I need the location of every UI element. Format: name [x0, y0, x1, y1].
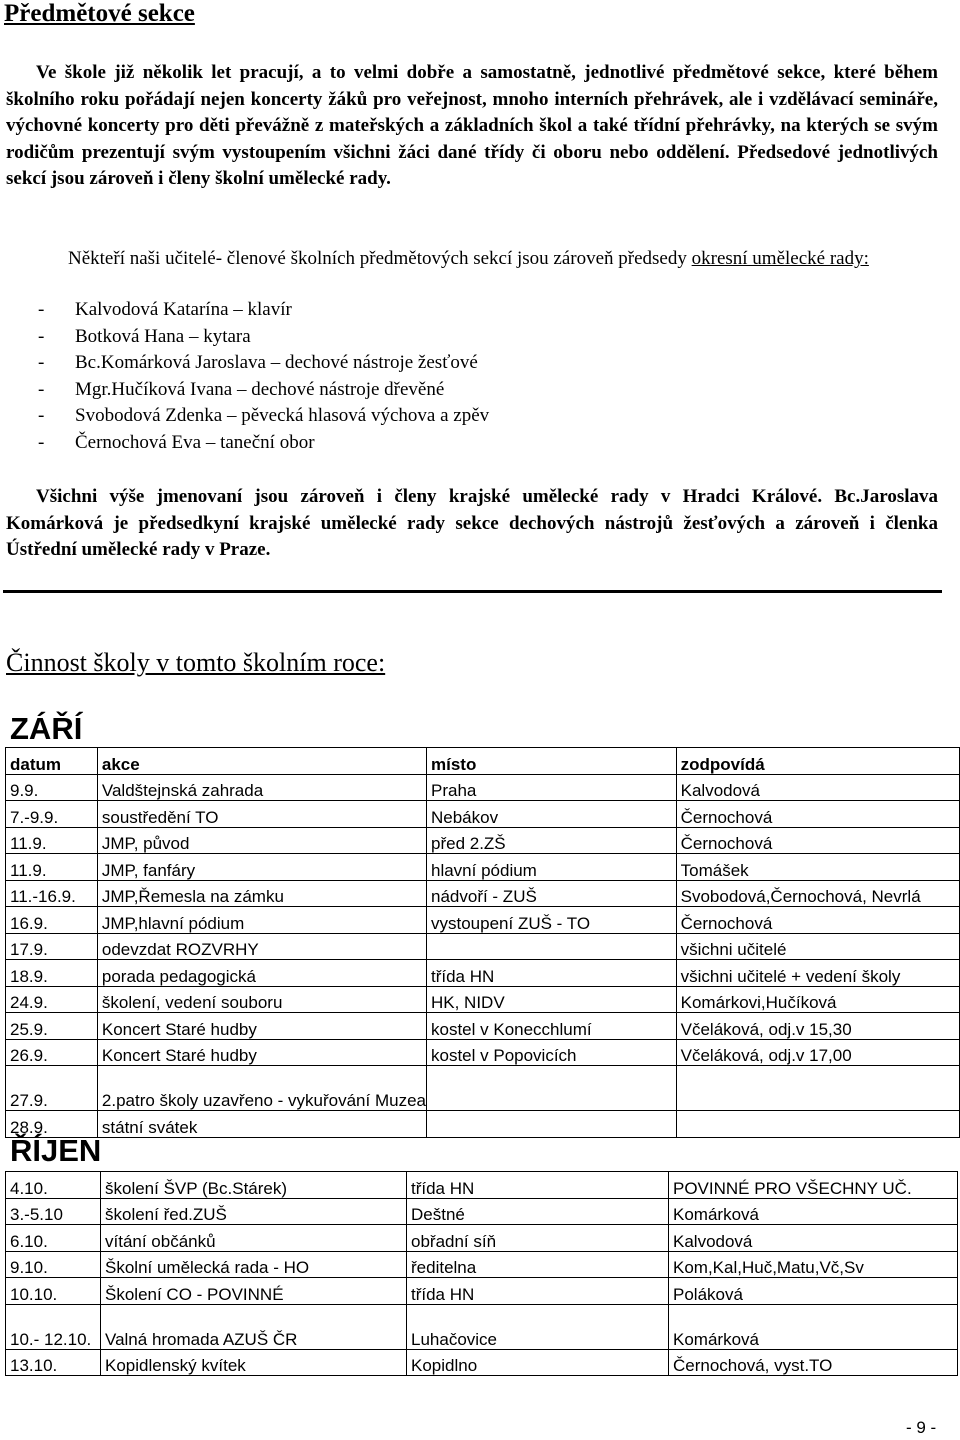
header-place: místo: [427, 748, 677, 775]
event-cell: Valná hromada AZUŠ ČR: [101, 1304, 407, 1349]
event-cell: 2.patro školy uzavřeno - vykuřování Muzea: [97, 1066, 426, 1111]
responsible-cell: Kom,Kal,Huč,Matu,Vč,Sv: [669, 1251, 958, 1278]
responsible-cell: [676, 1066, 959, 1111]
event-cell: soustředění TO: [97, 801, 426, 828]
table-row: [6, 1013, 960, 1040]
table-row: [6, 1172, 958, 1199]
date-cell: 10.10.: [6, 1278, 101, 1305]
table-row: [6, 1066, 960, 1111]
event-cell: Školení CO - POVINNÉ: [101, 1278, 407, 1305]
place-cell: kostel v Popovicích: [427, 1039, 677, 1066]
regional-council-paragraph: Všichni výše jmenovaní jsou zároveň i členy krajské umělecké rady v Hradci Králové. Bc.Jaroslava Komárková je předsedkyní krajské umělecké rady sekce dechových nástrojů žesťových a zároveň i členka Ústřední umělecké rady v Praze.: [6, 486, 938, 560]
teacher-list-item: [38, 403, 489, 430]
horizontal-rule: [3, 590, 942, 593]
table-row: [6, 854, 960, 881]
date-cell: 25.9.: [6, 1013, 98, 1040]
date-cell: 11.-16.9.: [6, 880, 98, 907]
table-row: [6, 986, 960, 1013]
list-dash: -: [38, 378, 45, 400]
place-cell: před 2.ZŠ: [427, 827, 677, 854]
responsible-cell: Poláková: [669, 1278, 958, 1305]
responsible-cell: Kalvodová: [669, 1225, 958, 1252]
table-row: [6, 774, 960, 801]
date-cell: 7.-9.9.: [6, 801, 98, 828]
table-row: [6, 933, 960, 960]
table-header-row: [6, 748, 960, 775]
place-cell: třída HN: [407, 1172, 669, 1199]
table-row: [6, 801, 960, 828]
teacher-entry: Kalvodová Katarína – klavír: [75, 299, 292, 320]
event-cell: Koncert Staré hudby: [97, 1039, 426, 1066]
event-cell: Školní umělecká rada - HO: [101, 1251, 407, 1278]
teacher-list-item: [38, 324, 489, 351]
responsible-cell: Černochová, vyst.TO: [669, 1349, 958, 1376]
event-cell: školení ŠVP (Bc.Stárek): [101, 1172, 407, 1199]
place-cell: Deštné: [407, 1198, 669, 1225]
place-cell: Nebákov: [427, 801, 677, 828]
teacher-entry: Svobodová Zdenka – pěvecká hlasová výchova a zpěv: [75, 405, 490, 426]
schedule-table-september: [5, 747, 960, 1138]
header-date: datum: [6, 748, 98, 775]
date-cell: 16.9.: [6, 907, 98, 934]
event-cell: Kopidlenský kvítek: [101, 1349, 407, 1376]
council-underlined-text: okresní umělecké rady:: [691, 248, 869, 269]
council-text: Někteří naši učitelé- členové školních předmětových sekcí jsou zároveň předsedy: [68, 248, 692, 269]
responsible-cell: Svobodová,Černochová, Nevrlá: [676, 880, 959, 907]
event-cell: porada pedagogická: [97, 960, 426, 987]
date-cell: 18.9.: [6, 960, 98, 987]
responsible-cell: POVINNÉ PRO VŠECHNY UČ.: [669, 1172, 958, 1199]
table-row: [6, 1349, 958, 1376]
responsible-cell: všichni učitelé: [676, 933, 959, 960]
date-cell: 11.9.: [6, 827, 98, 854]
table-row: [6, 1111, 960, 1138]
table-row: [6, 880, 960, 907]
place-cell: Praha: [427, 774, 677, 801]
teacher-list-item: [38, 350, 489, 377]
place-cell: třída HN: [427, 960, 677, 987]
place-cell: vystoupení ZUŠ - TO: [427, 907, 677, 934]
teacher-list-item: [38, 297, 489, 324]
list-dash: -: [38, 405, 45, 426]
event-cell: JMP,Řemesla na zámku: [97, 880, 426, 907]
header-event: akce: [97, 748, 426, 775]
place-cell: [427, 1066, 677, 1111]
responsible-cell: Včeláková, odj.v 15,30: [676, 1013, 959, 1040]
date-cell: 10.- 12.10.: [6, 1304, 101, 1349]
event-cell: JMP, fanfáry: [97, 854, 426, 881]
table-row: [6, 1039, 960, 1066]
list-dash: -: [38, 325, 45, 347]
responsible-cell: Tomášek: [676, 854, 959, 881]
list-dash: -: [38, 299, 45, 320]
teacher-entry: Mgr.Hučíková Ivana – dechové nástroje dřevěné: [75, 378, 445, 400]
place-cell: ředitelna: [407, 1251, 669, 1278]
list-dash: -: [38, 352, 45, 373]
place-cell: [427, 1111, 677, 1138]
table-row: [6, 960, 960, 987]
teacher-entry: Bc.Komárková Jaroslava – dechové nástroje žesťové: [75, 352, 478, 373]
responsible-cell: Černochová: [676, 801, 959, 828]
event-cell: státní svátek: [97, 1111, 426, 1138]
place-cell: [427, 933, 677, 960]
month-title-october: ŘÍJEN: [10, 1133, 102, 1168]
event-cell: školení, vedení souboru: [97, 986, 426, 1013]
event-cell: vítání občánků: [101, 1225, 407, 1252]
responsible-cell: Včeláková, odj.v 17,00: [676, 1039, 959, 1066]
responsible-cell: Černochová: [676, 827, 959, 854]
responsible-cell: Černochová: [676, 907, 959, 934]
teacher-list-item: [38, 377, 489, 404]
table-row: [6, 1278, 958, 1305]
table-row: [6, 1251, 958, 1278]
date-cell: 27.9.: [6, 1066, 98, 1111]
responsible-cell: Kalvodová: [676, 774, 959, 801]
date-cell: 9.9.: [6, 774, 98, 801]
council-paragraph: [38, 246, 938, 273]
teacher-list-item: [38, 430, 489, 457]
list-dash: -: [38, 431, 45, 453]
date-cell: 26.9.: [6, 1039, 98, 1066]
event-cell: Koncert Staré hudby: [97, 1013, 426, 1040]
place-cell: hlavní pódium: [427, 854, 677, 881]
responsible-cell: [676, 1111, 959, 1138]
responsible-cell: Komárkovi,Hučíková: [676, 986, 959, 1013]
teacher-list: [38, 297, 489, 456]
event-cell: JMP, původ: [97, 827, 426, 854]
activity-heading: Činnost školy v tomto školním roce:: [6, 648, 386, 677]
teacher-entry: Černochová Eva – taneční obor: [75, 431, 315, 453]
responsible-cell: Komárková: [669, 1198, 958, 1225]
event-cell: školení řed.ZUŠ: [101, 1198, 407, 1225]
schedule-table-october: [5, 1171, 958, 1376]
place-cell: Kopidlno: [407, 1349, 669, 1376]
place-cell: Luhačovice: [407, 1304, 669, 1349]
date-cell: 17.9.: [6, 933, 98, 960]
date-cell: 9.10.: [6, 1251, 101, 1278]
event-cell: odevzdat ROZVRHY: [97, 933, 426, 960]
date-cell: 13.10.: [6, 1349, 101, 1376]
event-cell: Valdštejnská zahrada: [97, 774, 426, 801]
responsible-cell: Komárková: [669, 1304, 958, 1349]
date-cell: 24.9.: [6, 986, 98, 1013]
intro-paragraph: Ve škole již několik let pracují, a to velmi dobře a samostatně, jednotlivé předmětové sekce, které během školního roku pořádají nejen koncerty žáků pro veřejnost, mnoho interních přehrávek, ale i vzdělávací semináře, výchovné koncerty pro děti převážně z mateřských a základních škol a také třídní přehrávky, na kterých se svým rodičům prezentují svým vystoupením všichni žáci dané třídy či oboru nebo oddělení. Předsedové jednotlivých sekcí jsou zároveň i členy školní umělecké rady.: [6, 62, 938, 189]
event-cell: JMP,hlavní pódium: [97, 907, 426, 934]
teacher-entry: Botková Hana – kytara: [75, 325, 251, 347]
place-cell: kostel v Konecchlumí: [427, 1013, 677, 1040]
page-number: - 9 -: [906, 1418, 937, 1437]
date-cell: 6.10.: [6, 1225, 101, 1252]
table-row: [6, 1198, 958, 1225]
place-cell: HK, NIDV: [427, 986, 677, 1013]
table-row: [6, 1225, 958, 1252]
table-row: [6, 1304, 958, 1349]
table-row: [6, 827, 960, 854]
place-cell: třída HN: [407, 1278, 669, 1305]
responsible-cell: všichni učitelé + vedení školy: [676, 960, 959, 987]
place-cell: nádvoří - ZUŠ: [427, 880, 677, 907]
date-cell: 3.-5.10: [6, 1198, 101, 1225]
place-cell: obřadní síň: [407, 1225, 669, 1252]
header-responsible: zodpovídá: [676, 748, 959, 775]
date-cell: 11.9.: [6, 854, 98, 881]
table-row: [6, 907, 960, 934]
month-title-september: ZÁŘÍ: [10, 711, 83, 746]
section-heading: Předmětové sekce: [4, 0, 195, 27]
date-cell: 4.10.: [6, 1172, 101, 1199]
date-cell: 28.9.: [6, 1111, 98, 1138]
